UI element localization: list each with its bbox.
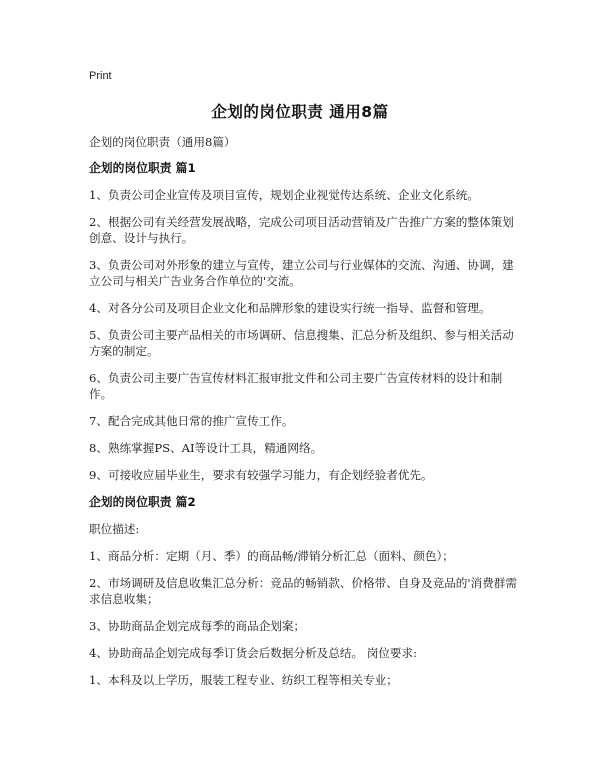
paragraph: 7、配合完成其他日常的推广宣传工作。	[89, 414, 294, 428]
paragraph: 4、协助商品企划完成每季订货会后数据分析及总结。 岗位要求:	[89, 646, 418, 660]
paragraph: 3、协助商品企划完成每季的商品企划案；	[89, 619, 306, 633]
paragraph: 5、负责公司主要产品相关的市场调研、信息搜集、汇总分析及组织、参与相关活动方案的制定。	[89, 328, 514, 358]
paragraph: 1、负责公司企业宣传及项目宣传，规划企业视觉传达系统、企业文化系统。	[89, 188, 479, 202]
paragraph: 8、熟练掌握PS、AI等设计工具，精通网络。	[89, 441, 323, 455]
document-subtitle: 企划的岗位职责（通用8篇）	[89, 135, 236, 149]
paragraph: 职位描述:	[89, 522, 140, 536]
document-body	[89, 134, 519, 699]
paragraph: 4、对各分公司及项目企业文化和品牌形象的建设实行统一指导、监督和管理。	[89, 301, 491, 315]
document-title: 企划的岗位职责 通用8篇	[211, 103, 389, 121]
print-label[interactable]: Print	[89, 70, 112, 82]
paragraph: 3、负责公司对外形象的建立与宣传，建立公司与行业媒体的交流、沟通、协调，建立公司与相关广告业务合作单位的'交流。	[89, 258, 514, 288]
paragraph: 9、可接收应届毕业生，要求有较强学习能力，有企划经验者优先。	[89, 468, 433, 482]
section-heading: 企划的岗位职责 篇2	[89, 495, 196, 509]
section-heading: 企划的岗位职责 篇1	[89, 161, 196, 175]
paragraph: 1、本科及以上学历，服装工程专业、纺织工程等相关专业；	[89, 673, 398, 687]
paragraph: 2、根据公司有关经营发展战略，完成公司项目活动营销及广告推广方案的整体策划创意、设计与执行。	[89, 215, 514, 245]
paragraph: 1、商品分析：定期（月、季）的商品畅/滞销分析汇总（面料、颜色）；	[89, 549, 454, 563]
paragraph: 6、负责公司主要广告宣传材料汇报审批文件和公司主要广告宣传材料的设计和制作。	[89, 371, 503, 401]
paragraph: 2、市场调研及信息收集汇总分析：竞品的畅销款、价格带、自身及竞品的'消费群需求信息收集；	[89, 576, 517, 606]
